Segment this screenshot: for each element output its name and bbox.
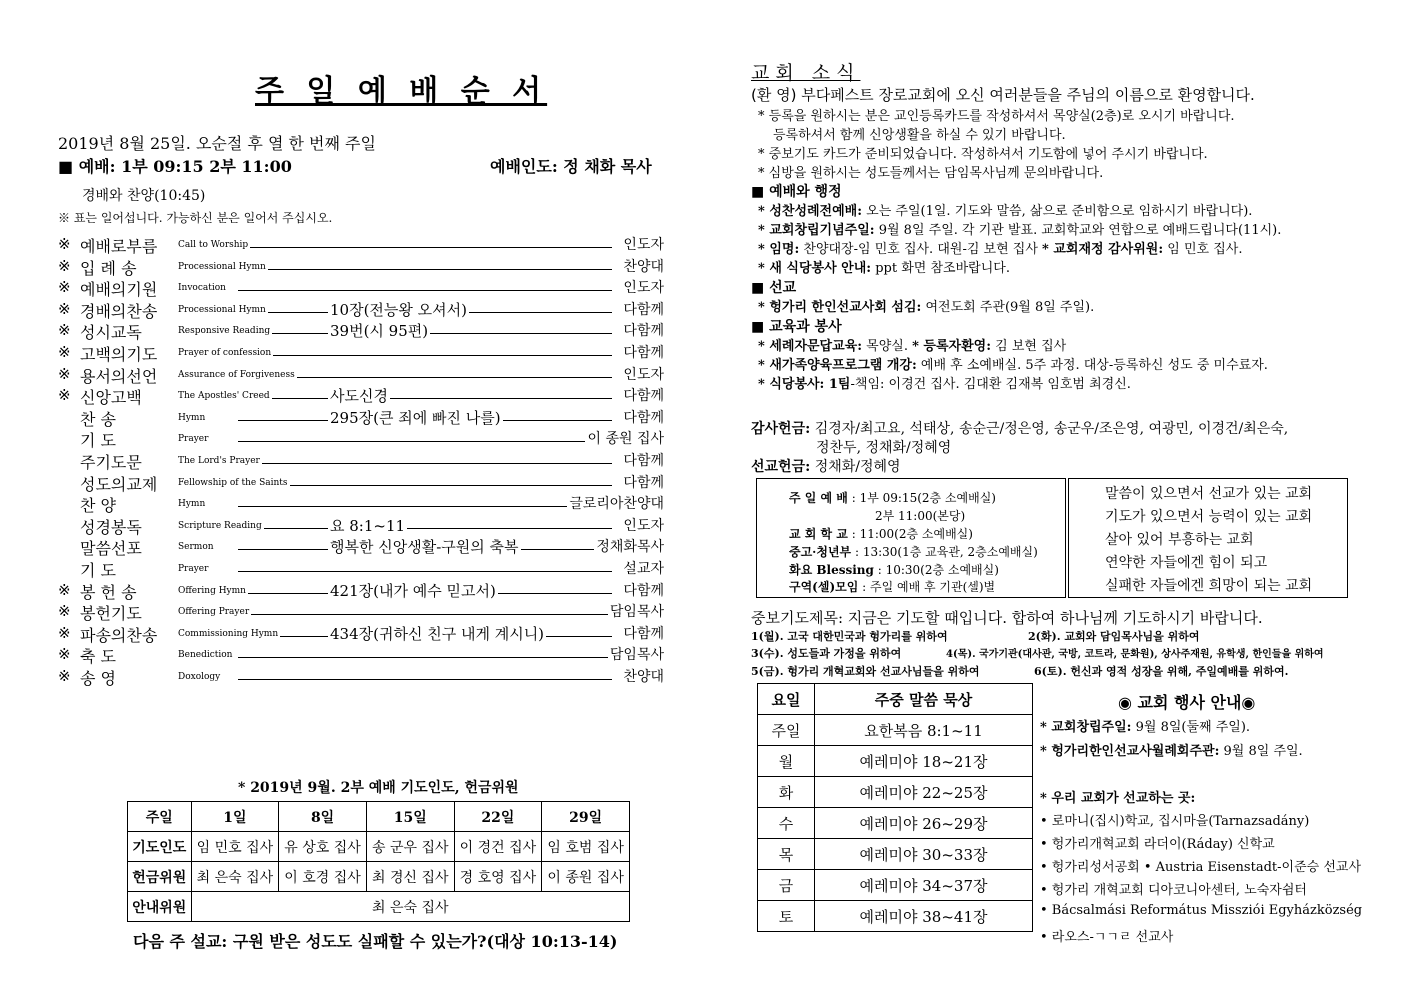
prayer-item: 3(수). 성도들과 가정을 위하여 [751, 647, 902, 660]
leader-line [238, 528, 612, 529]
order-item-english: Prayer [178, 434, 209, 445]
order-item-name: 찬 송 [80, 409, 116, 429]
worship-order-row [58, 364, 664, 385]
worship-order-row [58, 536, 664, 557]
welcome-item: * 심방을 원하시는 성도들께서는 담임목사님께 문의바랍니다. [758, 166, 1104, 181]
item-label: * 세례자문답교육: [758, 339, 863, 354]
order-item-person: 담임목사 [608, 644, 664, 664]
order-item-person: 다함께 [621, 320, 664, 340]
meeting-line [789, 525, 973, 542]
table-row [758, 808, 1033, 839]
news-item [758, 219, 1281, 238]
worship-order-row [58, 644, 664, 665]
order-item-name: 주기도문 [80, 453, 142, 472]
order-item-english: Prayer [178, 564, 209, 574]
news-item [758, 257, 1010, 276]
mission-item: • 로마니(집시)학교, 집시마을(Tarnazsadány) [1040, 814, 1310, 829]
worship-order-row [58, 428, 664, 449]
row-label: 헌금위원 [128, 862, 192, 892]
worship-order-row [58, 666, 664, 687]
section-heading: ■ 선교 [751, 280, 797, 296]
order-item-name: 말씀선포 [80, 539, 142, 559]
table-cell: 경 호영 집사 [454, 862, 542, 892]
stand-mark: ※ [58, 580, 71, 599]
order-item-detail: 행복한 신앙생활-구원의 축복 [330, 538, 519, 557]
news-item [758, 335, 1066, 354]
order-item-name: 예배로부름 [80, 237, 158, 256]
table-row [128, 802, 630, 832]
stand-note: ※ 표는 일어섭니다. 가능하신 분은 일어서 주십시오. [58, 211, 333, 225]
stand-mark: ※ [58, 602, 71, 621]
order-item-name: 예배의기원 [80, 280, 158, 300]
meeting-text: : 11:00(2층 소예배실) [847, 527, 973, 541]
meeting-label: 구역(셀)모임 [789, 580, 859, 594]
row-label: 안내위원 [128, 892, 192, 922]
order-item-person: 인도자 [621, 277, 664, 297]
order-item-person: 인도자 [621, 364, 664, 384]
missions-title: * 우리 교회가 선교하는 곳: [1040, 791, 1196, 806]
order-item-name: 봉 헌 송 [80, 582, 137, 602]
schedule-title: * 2019년 9월. 2부 예배 기도인도, 헌금위원 [238, 780, 519, 796]
order-item-person: 다함께 [621, 450, 664, 470]
meeting-label: 화요 Blessing [789, 563, 874, 577]
order-item-detail: 요 8:1~11 [330, 516, 406, 535]
order-item-english: Assurance of Forgiveness [178, 369, 295, 380]
worship-order-row [58, 256, 664, 277]
table-cell: 예레미야 38~41장 [815, 901, 1033, 932]
order-item-person: 다함께 [621, 407, 664, 427]
order-item-name: 성경봉독 [80, 517, 142, 537]
leader-line [238, 506, 612, 507]
table-row [758, 839, 1033, 870]
worship-order-row [58, 385, 664, 406]
worship-order-row [58, 601, 664, 622]
next-sermon: 다음 주 설교: 구원 받은 성도도 실패할 수 있는가?(대상 10:13-14) [133, 932, 618, 951]
order-item-person: 다함께 [621, 472, 664, 492]
leader-line [238, 679, 612, 680]
news-item [758, 373, 1131, 392]
item-label: 감사헌금: [751, 421, 811, 437]
order-item-person: 다함께 [621, 623, 664, 643]
table-cell: 임 호범 집사 [542, 832, 630, 862]
worship-order-row [58, 623, 664, 644]
order-item-detail: 10장(전능왕 오셔서) [330, 300, 467, 319]
item-label: * 교회창립기념주일: [758, 223, 875, 238]
order-item-person: 다함께 [621, 299, 664, 319]
meeting-line [789, 561, 999, 578]
table-cell: 수 [758, 808, 815, 839]
table-cell: 예레미야 22~25장 [815, 777, 1033, 808]
prayer-title: 중보기도제목: 지금은 기도할 때입니다. 합하여 하나님께 기도하시기 바랍니다. [751, 609, 1263, 627]
worship-order-row [58, 450, 664, 471]
worship-order-row [58, 234, 664, 255]
table-cell: 송 군우 집사 [366, 832, 454, 862]
news-item [758, 296, 1094, 315]
item-text: -책임: 이경건 집사. 김대환 김재복 임호범 최경신. [850, 377, 1131, 392]
row-label: 기도인도 [128, 832, 192, 862]
news-item [758, 238, 1242, 257]
mission-item: • 라오스-ㄱㄱㄹ 선교사 [1040, 930, 1174, 945]
order-item-english: Scripture Reading [178, 520, 262, 531]
item-text: 9월 8일 주일. [1219, 744, 1303, 759]
table-cell: 요한복음 8:1~11 [815, 715, 1033, 746]
leader-line [238, 463, 612, 464]
order-item-english: Hymn [178, 499, 206, 510]
order-item-person: 다함께 [621, 342, 664, 362]
leader-line [238, 247, 612, 248]
thanks-offering [751, 418, 1288, 438]
table-cell: 최 은숙 집사 [191, 892, 629, 922]
welcome-item: * 등록을 원하시는 분은 교인등록카드를 작성하셔서 목양실(2층)로 오시기 바랍니다. [758, 109, 1235, 124]
order-item-person: 다함께 [621, 580, 664, 600]
worship-order-row [58, 472, 664, 493]
order-item-english: Offering Prayer [178, 607, 250, 618]
table-row [128, 832, 630, 862]
item-label: * 헝가리 한인선교사회 섬김: [758, 300, 922, 315]
stand-mark: ※ [58, 278, 71, 297]
order-item-name: 기 도 [80, 561, 116, 580]
order-item-name: 파송의찬송 [80, 625, 158, 645]
table-row [758, 684, 1033, 715]
meeting-text: : 1부 09:15(2층 소예배실) [847, 491, 996, 505]
order-item-name: 찬 양 [80, 496, 116, 516]
event-item [1040, 716, 1250, 735]
meeting-line [789, 543, 1038, 560]
meeting-text: : 13:30(1층 교육관, 2층소예배실) [851, 545, 1038, 559]
item-label: * 교회재정 감사위원: [1042, 242, 1164, 257]
table-cell: 예레미야 34~37장 [815, 870, 1033, 901]
item-text: ppt 화면 참조바랍니다. [871, 261, 1010, 276]
order-item-english: Processional Hymn [178, 304, 266, 315]
item-label: * 등록자환영: [912, 339, 992, 354]
order-item-person: 찬양대 [621, 666, 664, 686]
table-header-cell: 요일 [758, 684, 815, 715]
stand-mark: ※ [58, 364, 71, 383]
prayer-item: 4(목). 국가기관(대사관, 국방, 코트라, 문화원), 상사주재원, 유학생, 한인들을 위하여 [946, 649, 1324, 660]
table-cell: 최 은숙 집사 [191, 862, 279, 892]
meeting-label: 교 회 학 교 [789, 527, 848, 541]
item-text: 9월 8일 주일. 각 기관 발표. 교회학교와 연합으로 예배드립니다(11시). [874, 223, 1282, 238]
table-header-cell: 8일 [279, 802, 367, 832]
order-item-english: Processional Hymn [178, 261, 266, 272]
order-item-person: 설교자 [621, 558, 664, 578]
order-item-person: 글로리아찬양대 [567, 493, 664, 513]
leader-line [238, 398, 612, 399]
event-item [1040, 740, 1303, 759]
date-line: 2019년 8월 25일. 오순절 후 열 한 번째 주일 [58, 134, 376, 153]
motto-line: 연약한 자들에겐 힘이 되고 [1105, 555, 1268, 571]
leader-line [238, 290, 612, 291]
item-label: 선교헌금: [751, 459, 811, 475]
leader-line [238, 269, 612, 270]
church-motto-box [1068, 478, 1348, 598]
item-label: * 식당봉사: 1팀 [758, 377, 851, 392]
worship-order-row [58, 580, 664, 601]
worship-order-row [58, 558, 664, 579]
mission-item: • 헝가리 개혁교회 디아코니아센터, 노숙자쉼터 [1040, 883, 1307, 898]
stand-mark: ※ [58, 667, 71, 685]
stand-mark: ※ [58, 343, 71, 361]
item-text: 오는 주일(1일. 기도와 말씀, 삶으로 준비함으로 임하시기 바랍니다). [862, 204, 1253, 219]
order-item-name: 신앙고백 [80, 388, 142, 408]
stand-mark: ※ [58, 645, 71, 664]
item-text: 김경자/최고요, 석태상, 송순근/정은영, 송군우/조은영, 여광민, 이경건/최은숙, [810, 421, 1289, 437]
table-cell: 토 [758, 901, 815, 932]
item-text: 김 보현 집사 [991, 339, 1067, 354]
opening-praise: 경배와 찬양(10:45) [82, 188, 206, 204]
order-item-english: Hymn [178, 412, 206, 423]
meeting-line: 2부 11:00(본당) [875, 509, 966, 523]
motto-line: 기도가 있으면서 능력이 있는 교회 [1105, 509, 1313, 525]
order-item-person: 정채화목사 [594, 536, 664, 556]
news-item [758, 200, 1252, 219]
mission-offering [751, 456, 901, 476]
welcome-line: (환 영) 부다페스트 장로교회에 오신 여러분들을 주님의 이름으로 환영합니다. [751, 86, 1255, 104]
meeting-label: 중고·청년부 [789, 545, 852, 559]
order-item-detail: 434장(귀하신 친구 내게 계시니) [330, 624, 545, 643]
order-item-english: The Lord's Prayer [178, 456, 260, 466]
weekly-bible-table [757, 683, 1033, 932]
worship-leader: 예배인도: 정 채화 목사 [490, 157, 652, 176]
leader-line [238, 355, 612, 356]
item-label: * 새 식당봉사 안내: [758, 261, 872, 276]
page-title: 주 일 예 배 순 서 [255, 74, 548, 109]
table-cell: 유 상호 집사 [279, 832, 367, 862]
order-item-person: 담임목사 [608, 601, 664, 621]
table-cell: 주일 [758, 715, 815, 746]
order-item-english: Commissioning Hymn [178, 628, 279, 639]
leader-line [238, 441, 612, 442]
table-cell: 이 종원 집사 [542, 862, 630, 892]
welcome-item: * 중보기도 카드가 준비되었습니다. 작성하셔서 기도함에 넣어 주시기 바랍니다. [758, 147, 1208, 162]
order-item-english: Prayer of confession [178, 348, 272, 358]
item-text: 임 민호 집사. [1163, 242, 1243, 257]
order-item-english: Invocation [178, 283, 226, 294]
worship-order-row [58, 493, 664, 514]
events-title: ◉ 교회 행사 안내◉ [1118, 693, 1256, 712]
worship-order-row [58, 407, 664, 428]
order-item-detail: 사도신경 [330, 387, 388, 406]
table-cell: 화 [758, 777, 815, 808]
meeting-line [789, 489, 996, 506]
table-row [758, 777, 1033, 808]
table-cell: 월 [758, 746, 815, 777]
prayer-item: 5(금). 헝가리 개혁교회와 선교사님들을 위하여 [751, 665, 980, 678]
order-item-name: 송 영 [80, 669, 116, 688]
order-item-name: 축 도 [80, 647, 116, 667]
mission-item: • 헝가리성서공회 • Austria Eisenstadt-이준승 선교사 [1040, 860, 1361, 875]
order-item-english: Doxology [178, 672, 221, 682]
order-item-name: 고백의기도 [80, 345, 158, 364]
table-header-cell: 주일 [128, 802, 192, 832]
order-item-name: 봉헌기도 [80, 604, 142, 624]
item-text: 9월 8일(둘째 주일). [1131, 720, 1251, 735]
table-cell: 금 [758, 870, 815, 901]
table-cell: 예레미야 26~29장 [815, 808, 1033, 839]
prayer-offering-schedule-table [127, 801, 630, 922]
table-header-cell: 15일 [366, 802, 454, 832]
mission-item: • Bácsalmási Református Missziói Egyházközség [1040, 903, 1363, 918]
meeting-text: : 주일 예배 후 기관(셀)별 [858, 580, 996, 594]
order-item-detail: 295장(큰 죄에 빠진 나를) [330, 408, 501, 427]
meeting-times-box [756, 478, 1066, 598]
order-item-english: Responsive Reading [178, 326, 271, 337]
item-text: 목양실. [862, 339, 913, 354]
order-item-name: 경배의찬송 [80, 301, 158, 321]
order-item-english: Benediction [178, 650, 233, 661]
news-title: 교회 소식 [751, 62, 861, 84]
table-cell: 예레미야 18~21장 [815, 746, 1033, 777]
motto-line: 말씀이 있으면서 선교가 있는 교회 [1105, 486, 1313, 502]
item-text: 찬양대장-임 민호 집사. 대원-김 보현 집사 [799, 242, 1043, 257]
table-cell: 목 [758, 839, 815, 870]
prayer-item: 1(월). 고국 대한민국과 헝가리를 위하여 [751, 630, 948, 643]
table-header-cell: 22일 [454, 802, 542, 832]
thanks-offering-cont: 정찬두, 정채화/정혜영 [816, 440, 952, 456]
order-item-person: 이 종원 집사 [585, 428, 664, 448]
item-label: * 새가족양육프로그램 개강: [758, 358, 917, 373]
table-cell: 이 호경 집사 [279, 862, 367, 892]
stand-mark: ※ [58, 256, 71, 275]
table-header-cell: 주중 말씀 묵상 [815, 684, 1033, 715]
worship-order-row [58, 515, 664, 536]
order-item-english: The Apostles' Creed [178, 391, 270, 402]
item-label: * 성찬성례전예배: [758, 204, 863, 219]
section-heading: ■ 예배와 행정 [751, 184, 842, 200]
mission-item: • 헝가리개혁교회 라더이(Ráday) 신학교 [1040, 837, 1275, 852]
stand-mark: ※ [58, 321, 71, 340]
motto-line: 살아 있어 부흥하는 교회 [1105, 532, 1254, 548]
table-row [758, 870, 1033, 901]
order-item-english: Call to Worship [178, 240, 249, 250]
order-item-english: Fellowship of the Saints [178, 477, 288, 488]
leader-line [238, 614, 612, 615]
table-header-cell: 1일 [191, 802, 279, 832]
table-cell: 임 민호 집사 [191, 832, 279, 862]
order-item-english: Sermon [178, 542, 214, 553]
worship-order-row [58, 320, 664, 341]
service-times: ■ 예배: 1부 09:15 2부 11:00 [58, 157, 292, 176]
order-item-detail: 39번(시 95편) [330, 322, 429, 341]
order-item-person: 찬양대 [621, 256, 664, 276]
worship-order-row [58, 342, 664, 363]
meeting-text: : 10:30(2층 소예배실) [873, 563, 999, 577]
table-cell: 예레미야 30~33장 [815, 839, 1033, 870]
item-label: * 헝가리한인선교사월례회주관: [1040, 744, 1220, 759]
leader-line [238, 571, 612, 572]
table-row [758, 746, 1033, 777]
order-item-name: 기 도 [80, 431, 116, 451]
meeting-label: 주 일 예 배 [789, 491, 848, 505]
worship-order-row [58, 277, 664, 298]
stand-mark: ※ [58, 386, 71, 405]
motto-line: 실패한 자들에겐 희망이 되는 교회 [1105, 578, 1313, 594]
table-cell: 이 경건 집사 [454, 832, 542, 862]
table-cell: 최 경신 집사 [366, 862, 454, 892]
order-item-name: 용서의선언 [80, 366, 158, 386]
table-header-cell: 29일 [542, 802, 630, 832]
stand-mark: ※ [58, 235, 71, 253]
order-item-person: 인도자 [621, 234, 664, 254]
prayer-item: 6(토). 헌신과 영적 성장을 위해, 주일예배를 위하여. [1034, 665, 1289, 678]
order-item-name: 입 례 송 [80, 258, 137, 278]
table-row [128, 862, 630, 892]
table-row [128, 892, 630, 922]
section-heading: ■ 교육과 봉사 [751, 319, 842, 335]
leader-line [238, 485, 612, 486]
item-text: 여전도회 주관(9월 8일 주일). [921, 300, 1095, 315]
worship-order-row [58, 299, 664, 320]
stand-mark: ※ [58, 299, 71, 318]
table-row [758, 901, 1033, 932]
leader-line [238, 657, 612, 658]
order-item-detail: 421장(내가 예수 믿고서) [330, 581, 496, 600]
stand-mark: ※ [58, 623, 71, 642]
table-row [758, 715, 1033, 746]
welcome-item: 등록하셔서 함께 신앙생활을 하실 수 있기 바랍니다. [773, 128, 1066, 143]
order-item-english: Offering Hymn [178, 585, 246, 596]
item-text: 예배 후 소예배실. 5주 과정. 대상-등록하신 성도 중 미수료자. [916, 358, 1268, 373]
order-item-person: 다함께 [621, 385, 664, 405]
meeting-line [789, 578, 995, 595]
order-item-person: 인도자 [621, 515, 664, 535]
item-label: * 교회창립주일: [1040, 720, 1132, 735]
prayer-item: 2(화). 교회와 담임목사님을 위하여 [1028, 630, 1200, 643]
order-item-name: 성시교독 [80, 323, 142, 343]
order-item-name: 성도의교제 [80, 474, 158, 494]
item-text: 정채화/정혜영 [810, 459, 901, 475]
news-item [758, 354, 1268, 373]
item-label: * 임명: [758, 242, 800, 257]
